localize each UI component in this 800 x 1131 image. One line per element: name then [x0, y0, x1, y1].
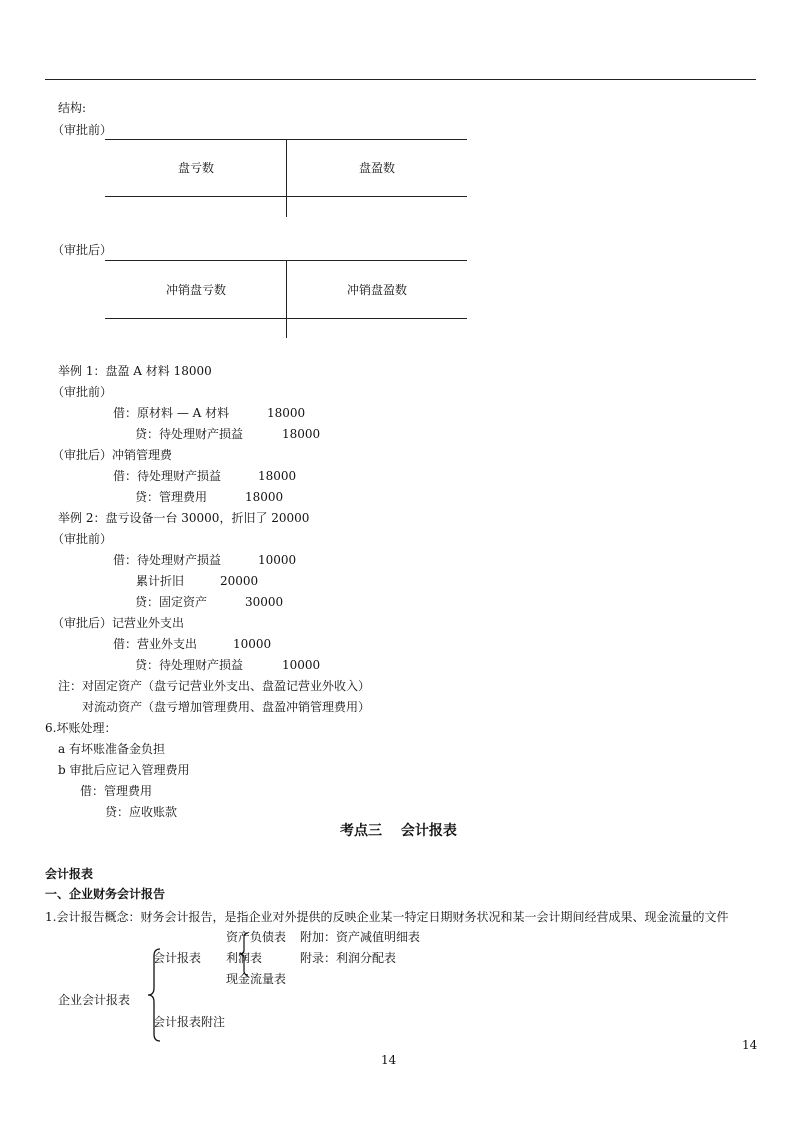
example1-after: （审批后）冲销管理费 — [52, 448, 173, 462]
example2-after-credit: 贷：待处理财产损益 — [135, 658, 244, 672]
example1-after-debit: 借：待处理财产损益 — [113, 469, 222, 483]
example1-credit: 贷：待处理财产损益 — [135, 427, 244, 441]
example2-credit: 贷：固定资产 — [135, 595, 208, 609]
example1-after-debit-amount: 18000 — [258, 469, 297, 483]
example1-credit-amount: 18000 — [282, 427, 321, 441]
example2-after: （审批后）记营业外支出 — [52, 616, 185, 630]
example1-before: （审批前） — [52, 385, 113, 399]
example2-depreciation-amount: 20000 — [220, 574, 259, 588]
example2-depreciation: 累计折旧 — [136, 574, 185, 588]
page-number-center: 14 — [381, 1053, 397, 1067]
subsection-title: 会计报表 — [45, 867, 94, 881]
structure-label: 结构: — [58, 101, 87, 115]
diagram-branch-notes: 会计报表附注 — [153, 1015, 226, 1029]
concept-paragraph: 1.会计报告概念：财务会计报告，是指企业对外提供的反映企业某一特定日期财务状况和某一会计期间经营成果、现金流量的文件 — [45, 910, 729, 924]
t1-left-label: 盘亏数 — [178, 161, 215, 175]
t2-right-label: 冲销盘盈数 — [347, 283, 408, 297]
diagram-leaf-income-statement: 利润表 — [226, 951, 263, 965]
heading-financial-report: 一、企业财务会计报告 — [45, 887, 166, 901]
example1-debit: 借：原材料 — A 材料 — [113, 406, 230, 420]
t1-right-label: 盘盈数 — [359, 161, 396, 175]
diagram-branch-reports: 会计报表 — [153, 951, 202, 965]
diagram-leaf-cash-flow: 现金流量表 — [226, 972, 287, 986]
example2-after-debit-amount: 10000 — [233, 637, 272, 651]
diagram-leaf-balance-sheet: 资产负债表 — [226, 930, 287, 944]
note-fixed-assets: 注：对固定资产（盘亏记营业外支出、盘盈记营业外收入） — [58, 679, 371, 693]
diagram-attachment-impairment: 附加：资产减值明细表 — [300, 930, 421, 944]
example2-after-debit: 借：营业外支出 — [113, 637, 198, 651]
before-label: （审批前） — [52, 123, 113, 137]
example1-after-credit-amount: 18000 — [245, 490, 284, 504]
example2-credit-amount: 30000 — [245, 595, 284, 609]
example2-before: （审批前） — [52, 532, 113, 546]
example1-debit-amount: 18000 — [267, 406, 306, 420]
example2-debit-amount: 10000 — [258, 553, 297, 567]
diagram-appendix-profit-distribution: 附录：利润分配表 — [300, 951, 397, 965]
bad-debt-item-b: b 审批后应记入管理费用 — [58, 763, 190, 777]
diagram-root: 企业会计报表 — [58, 993, 131, 1007]
section-title: 考点三 会计报表 — [340, 823, 457, 839]
header-rule — [45, 79, 756, 80]
after-label: （审批后） — [52, 243, 113, 257]
bad-debt-title: 6.坏账处理： — [45, 721, 117, 735]
example1-after-credit: 贷：管理费用 — [135, 490, 208, 504]
bad-debt-debit: 借：管理费用 — [80, 784, 153, 798]
note-current-assets: 对流动资产（盘亏增加管理费用、盘盈冲销管理费用） — [82, 700, 371, 714]
bad-debt-item-a: a 有坏账准备金负担 — [58, 742, 165, 756]
example2-debit: 借：待处理财产损益 — [113, 553, 222, 567]
example2-title: 举例 2：盘亏设备一台 30000，折旧了 20000 — [58, 511, 310, 525]
example2-after-credit-amount: 10000 — [282, 658, 321, 672]
page-number-right: 14 — [742, 1038, 758, 1052]
bad-debt-credit: 贷：应收账款 — [105, 805, 178, 819]
t2-left-label: 冲销盘亏数 — [166, 283, 227, 297]
example1-title: 举例 1：盘盈 A 材料 18000 — [58, 364, 212, 378]
